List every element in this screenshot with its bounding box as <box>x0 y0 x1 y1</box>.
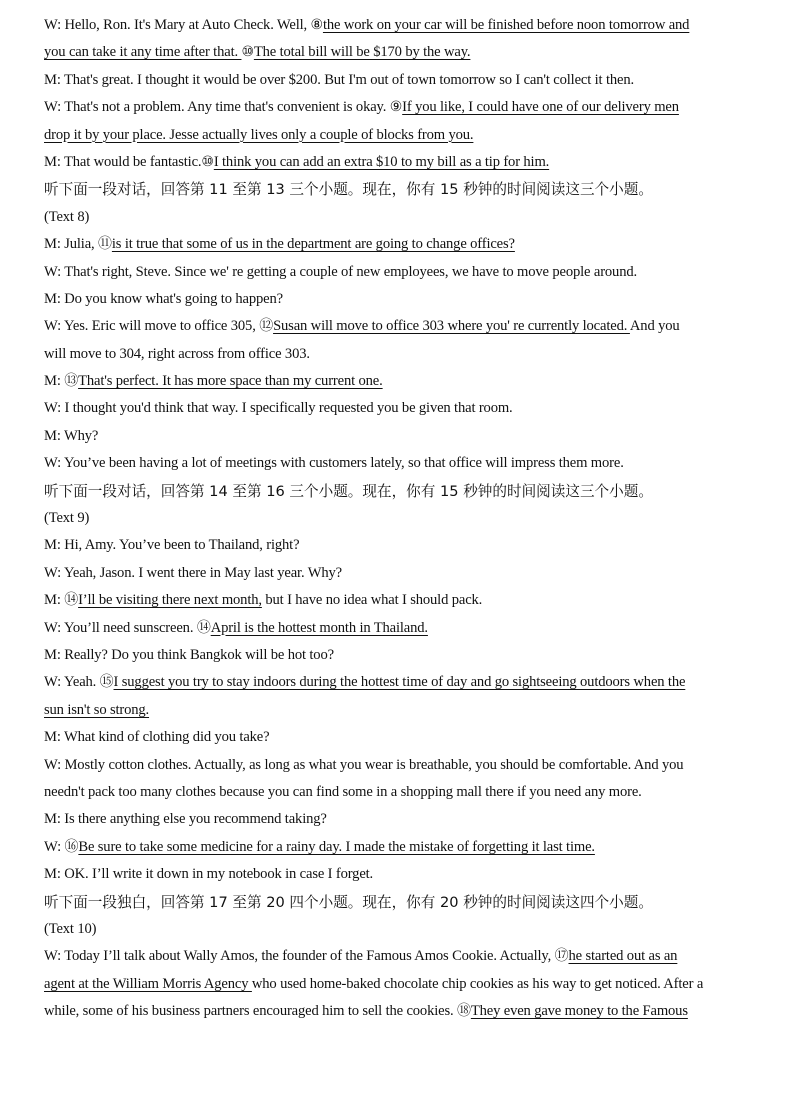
transcript-text: W: Today I’ll talk about Wally Amos, the founder of the Famous Amos Cookie. Actually, <box>44 948 555 965</box>
transcript-line <box>44 368 764 395</box>
underlined-answer-text: you can take it any time after that. <box>44 44 242 61</box>
question-number-marker: ⑧ <box>310 17 323 33</box>
transcript-text: 听下面一段对话，回答第 11 至第 13 三个小题。现在，你有 15 秒钟的时间阅读这三个小题。 <box>44 181 653 199</box>
transcript-text: but I have no idea what I should pack. <box>261 592 483 609</box>
transcript-line <box>44 94 764 121</box>
transcript-line <box>44 259 764 286</box>
underlined-answer-text: The total bill will be $170 by the way. <box>253 44 471 61</box>
question-number-marker: ⑪ <box>98 236 112 253</box>
transcript-text: M: Is there anything else you recommend taking? <box>44 811 327 828</box>
question-number-marker: ⑰ <box>554 948 569 965</box>
transcript-text: W: Yes. Eric will move to office 305, <box>44 318 260 335</box>
document-page <box>44 12 764 1025</box>
underlined-answer-text: I’ll be visiting there next month, <box>78 592 262 609</box>
underlined-answer-text: If you like, I could have one of our delivery men <box>402 99 679 116</box>
transcript-text: M: Do you know what's going to happen? <box>44 290 283 307</box>
transcript-line <box>44 341 764 368</box>
transcript-text: will move to 304, right across from office 303. <box>44 345 310 362</box>
transcript-line <box>44 834 764 861</box>
transcript-line <box>44 642 764 669</box>
transcript-text: W: Yeah, Jason. I went there in May last year. Why? <box>44 564 342 581</box>
transcript-line <box>44 149 764 176</box>
question-number-marker: ⑭ <box>64 592 79 609</box>
transcript-text: while, some of his business partners encouraged him to sell the cookies. <box>44 1003 457 1020</box>
question-number-marker: ⑮ <box>99 674 114 691</box>
underlined-answer-text: the work on your car will be finished before noon tomorrow and <box>322 17 690 33</box>
transcript-line <box>44 916 764 943</box>
transcript-text: M: That would be fantastic. <box>44 153 202 170</box>
transcript-line <box>44 395 764 422</box>
transcript-text: who used home-baked chocolate chip cookies as his way to get noticed. After a <box>251 975 704 992</box>
transcript-line <box>44 478 764 505</box>
transcript-line <box>44 697 764 724</box>
transcript-text: (Text 9) <box>44 510 90 527</box>
transcript-line <box>44 423 764 450</box>
question-number-marker: ⑭ <box>196 619 211 636</box>
transcript-line <box>44 12 764 39</box>
transcript-text: W: You’ve been having a lot of meetings with customers lately, so that office will impress them more. <box>44 455 624 472</box>
transcript-line <box>44 176 764 203</box>
question-number-marker: ⑯ <box>64 838 79 855</box>
transcript-line <box>44 669 764 696</box>
transcript-text: M: What kind of clothing did you take? <box>44 729 270 746</box>
transcript-text: M: That's great. I thought it would be over $200. But I'm out of town tomorrow so I can't collect it then. <box>44 71 634 88</box>
transcript-line <box>44 122 764 149</box>
transcript-line <box>44 67 764 94</box>
question-number-marker: ⑬ <box>64 373 79 390</box>
underlined-answer-text: I think you can add an extra $10 to my bill as a tip for him. <box>213 153 550 170</box>
transcript-text: M: Hi, Amy. You’ve been to Thailand, right? <box>44 537 300 554</box>
transcript-text: M: <box>44 373 65 390</box>
transcript-text: And you <box>629 318 680 335</box>
transcript-line <box>44 39 764 66</box>
underlined-answer-text: That's perfect. It has more space than my current one. <box>78 373 383 390</box>
question-number-marker: ⑩ <box>201 153 214 170</box>
underlined-answer-text: is it true that some of us in the department are going to change offices? <box>111 236 515 253</box>
underlined-answer-text: They even gave money to the Famous <box>470 1003 688 1020</box>
transcript-line <box>44 779 764 806</box>
transcript-text: W: I thought you'd think that way. I specifically requested you be given that room. <box>44 400 513 417</box>
transcript-line <box>44 724 764 751</box>
transcript-text: needn't pack too many clothes because you can find some in a shopping mall there if you need any more. <box>44 783 642 800</box>
transcript-text: W: Yeah. <box>44 674 100 691</box>
transcript-line <box>44 971 764 998</box>
question-number-marker: ⑩ <box>241 44 254 61</box>
underlined-answer-text: Susan will move to office 303 where you' re currently located. <box>273 318 630 335</box>
transcript-line <box>44 532 764 559</box>
transcript-text: W: Hello, Ron. It's Mary at Auto Check. Well, <box>44 17 311 33</box>
underlined-answer-text: April is the hottest month in Thailand. <box>210 619 428 636</box>
transcript-line <box>44 286 764 313</box>
transcript-text: W: That's not a problem. Any time that's convenient is okay. <box>44 99 390 116</box>
transcript-text: W: <box>44 838 65 855</box>
transcript-text: (Text 10) <box>44 920 97 937</box>
transcript-text: W: Mostly cotton clothes. Actually, as long as what you wear is breathable, you should be comfortable. And you <box>44 756 684 773</box>
transcript-line <box>44 204 764 231</box>
question-number-marker: ⑱ <box>457 1003 471 1020</box>
transcript-text: M: Really? Do you think Bangkok will be hot too? <box>44 646 334 663</box>
transcript-text: M: Why? <box>44 427 99 444</box>
transcript-text: (Text 8) <box>44 208 90 225</box>
transcript-line <box>44 231 764 258</box>
transcript-text: 听下面一段对话，回答第 14 至第 16 三个小题。现在，你有 15 秒钟的时间阅读这三个小题。 <box>44 482 653 500</box>
transcript-line <box>44 587 764 614</box>
underlined-answer-text: agent at the William Morris Agency <box>44 975 252 992</box>
transcript-text: W: You’ll need sunscreen. <box>44 619 197 636</box>
underlined-answer-text: Be sure to take some medicine for a rainy day. I made the mistake of forgetting it last time. <box>78 838 595 855</box>
transcript-line <box>44 560 764 587</box>
underlined-answer-text: I suggest you try to stay indoors during the hottest time of day and go sightseeing outdoors when the <box>113 674 686 691</box>
transcript-text: W: That's right, Steve. Since we' re getting a couple of new employees, we have to move people around. <box>44 263 637 280</box>
underlined-answer-text: he started out as an <box>568 948 678 965</box>
transcript-line <box>44 313 764 340</box>
question-number-marker: ⑨ <box>389 99 403 116</box>
transcript-text: M: <box>44 592 65 609</box>
transcript-line <box>44 450 764 477</box>
question-number-marker: ⑫ <box>259 318 274 335</box>
transcript-line <box>44 861 764 888</box>
underlined-answer-text: drop it by your place. Jesse actually lives only a couple of blocks from you. <box>44 126 474 143</box>
transcript-text: 听下面一段独白，回答第 17 至第 20 四个小题。现在，你有 20 秒钟的时间阅读这四个小题。 <box>44 893 653 911</box>
transcript-line <box>44 943 764 970</box>
transcript-line <box>44 806 764 833</box>
transcript-line <box>44 998 764 1025</box>
transcript-line <box>44 615 764 642</box>
transcript-text: M: Julia, <box>44 236 99 253</box>
underlined-answer-text: sun isn't so strong. <box>44 701 150 718</box>
transcript-line <box>44 505 764 532</box>
transcript-line <box>44 889 764 916</box>
transcript-line <box>44 752 764 779</box>
transcript-text: M: OK. I’ll write it down in my notebook in case I forget. <box>44 866 374 883</box>
